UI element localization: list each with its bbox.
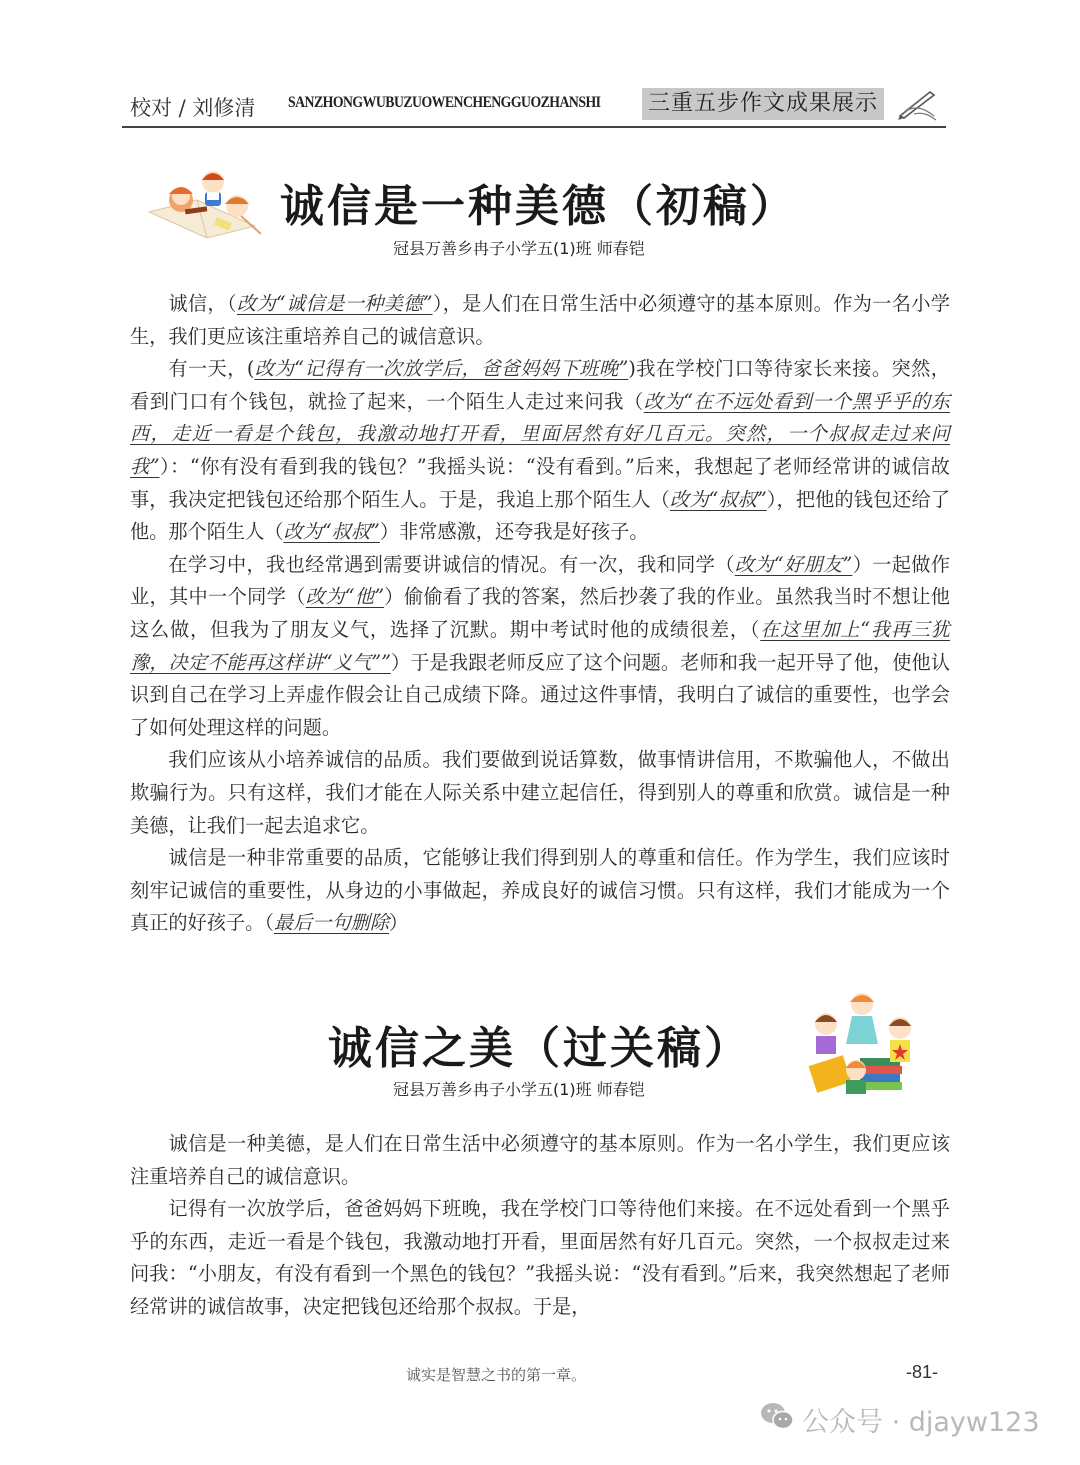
revision-note: 改为“他”: [305, 585, 385, 609]
revision-note: 改为“记得有一次放学后，爸爸妈妈下班晚”: [254, 357, 629, 381]
revision-note: 改为“叔叔”: [669, 487, 767, 511]
text-run: 诚信是一种美德，是人们在日常生活中必须遵守的基本原则。作为一名小学生，我们更应该注重培养自己的诚信意识。: [130, 1132, 950, 1188]
essay2-byline: 冠县万善乡冉子小学五(1)班 师春铠: [393, 1080, 645, 1099]
text-run: 有一天，(: [168, 357, 255, 381]
essay2-body: [130, 1128, 950, 1324]
watermark-text: 公众号 · djayw123: [802, 1407, 1040, 1438]
paragraph: [130, 744, 950, 842]
revision-note: 改为“好朋友”: [734, 552, 853, 576]
essay2-title: 诚信之美（过关稿）: [328, 1023, 751, 1074]
wechat-icon: [760, 1402, 794, 1437]
text-run: 诚信，（: [168, 292, 237, 315]
running-header: [122, 84, 946, 128]
paragraph: [130, 288, 950, 353]
revision-note: 改为“诚信是一种美德”: [236, 292, 433, 315]
paragraph: [130, 549, 950, 745]
paragraph: [130, 1128, 950, 1193]
children-reading-illustration: [145, 164, 265, 240]
text-run: ）: [389, 911, 409, 935]
series-pinyin: SANZHONGWUBUZUOWENCHENGGUOZHANSHI: [288, 94, 601, 111]
text-run: ）于是我跟老师反应了这个问题。老师和我一起开导了他，使他认识到自己在学习上弄虚作假会让自己成绩下降。通过这件事情，我明白了诚信的重要性，也学会了如何处理这样的问题。: [130, 650, 951, 739]
children-on-books-illustration: [798, 988, 928, 1096]
text-run: 记得有一次放学后，爸爸妈妈下班晚，我在学校门口等待他们来接。在不远处看到一个黑乎乎的东西，走近一看是个钱包，我激动地打开看，里面居然有好几百元。突然，一个叔叔走过来问我：“小朋友，有没有看到一个黑色的钱包？”我摇头说：“没有看到。”后来，我突然想起了老师经常讲的诚信故事，决定把钱包还给那个叔叔。于是，: [130, 1197, 950, 1318]
watermark: [760, 1400, 1040, 1439]
essay1-byline: 冠县万善乡冉子小学五(1)班 师春铠: [393, 239, 645, 258]
text-run: ）：“你有没有看到我的钱包？”我摇头说：“没有看到。”后来，我想起了老师经常讲的诚信故事，我决定把钱包还给那个陌生人。于是，我追上那个陌生人（: [130, 454, 950, 511]
revision-note: 最后一句删除: [273, 911, 390, 935]
essay1-title: 诚信是一种美德（初稿）: [280, 181, 797, 232]
proofreader-credit: 校对 / 刘修清: [130, 96, 256, 120]
page-number: -81-: [906, 1362, 939, 1382]
paragraph: [130, 842, 950, 940]
text-run: ）偷偷看了我的答案，然后抄袭了我的作业。虽然我当时不想让他这么做，但我为了朋友义气，选择了沉默。期中考试时他的成绩很差，（: [130, 585, 950, 641]
text-run: 我们应该从小培养诚信的品质。我们要做到说话算数，做事情讲信用，不欺骗他人，不做出欺骗行为。只有这样，我们才能在人际关系中建立起信任，得到别人的尊重和欣赏。诚信是一种美德，让我们一起去追求它。: [130, 748, 950, 837]
revision-note: 改为“叔叔”: [283, 520, 380, 544]
series-title: 三重五步作文成果展示: [642, 88, 884, 120]
text-run: ），把他的钱包还给了他。那个陌生人（: [130, 487, 951, 544]
text-run: 在学习中，我也经常遇到需要讲诚信的情况。有一次，我和同学（: [168, 552, 735, 576]
paragraph: [130, 1193, 950, 1323]
footer-quote: 诚实是智慧之书的第一章。: [406, 1366, 587, 1384]
essay1-body: [130, 288, 950, 940]
paragraph: [130, 353, 950, 549]
revision-note: 改为“在不远处看到一个黑乎乎的东西，走近一看是个钱包，我激动地打开看，里面居然有好几百元。突然，一个叔叔走过来问我”: [130, 389, 950, 478]
pen-writing-icon: [894, 86, 942, 122]
text-run: )我在学校门口等待家长来接。突然，看到门口有个钱包，就捡了起来，一个陌生人走过来问我（: [130, 357, 950, 413]
text-run: ）非常感激，还夸我是好孩子。: [379, 520, 649, 544]
header-divider: [122, 126, 946, 128]
text-run: ），是人们在日常生活中必须遵守的基本原则。作为一名小学生，我们更应该注重培养自己的诚信意识。: [130, 292, 950, 348]
revision-note: 在这里加上“我再三犹豫，决定不能再这样讲“义气””: [130, 617, 950, 674]
text-run: ）一起做作业，其中一个同学（: [130, 552, 951, 609]
text-run: 诚信是一种非常重要的品质，它能够让我们得到别人的尊重和信任。作为学生，我们应该时刻牢记诚信的重要性，从身边的小事做起，养成良好的诚信习惯。只有这样，我们才能成为一个真正的好孩子。（: [130, 846, 950, 935]
